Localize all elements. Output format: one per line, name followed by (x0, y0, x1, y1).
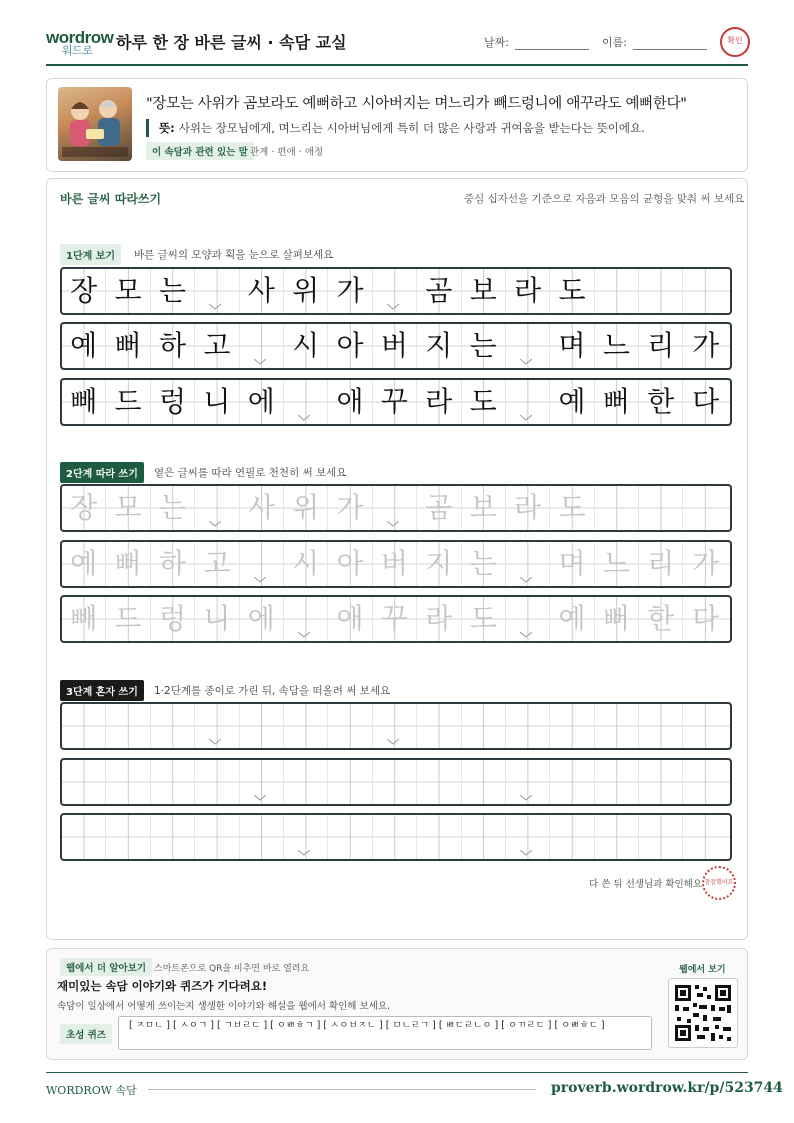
space-marker-icon (254, 795, 266, 801)
grid-cell[interactable] (106, 704, 150, 748)
grid-cell[interactable] (550, 760, 594, 804)
grid-cell (373, 380, 417, 424)
step1-desc: 바른 글씨의 모양과 획을 눈으로 살펴보세요 (134, 249, 334, 261)
grid-cell[interactable] (151, 542, 195, 586)
space-cell[interactable] (195, 704, 239, 748)
cell-char: 에 (247, 602, 275, 635)
grid-cell[interactable] (595, 760, 639, 804)
web-description: 속담이 일상에서 어떻게 쓰이는지 생생한 이야기와 해설을 웹에서 확인해 보세요. (57, 1001, 391, 1012)
space-marker-icon (520, 577, 532, 583)
quiz-label: 초성 퀴즈 (60, 1024, 112, 1044)
cell-char: 꾸 (380, 602, 408, 635)
space-cell (195, 269, 239, 313)
grid-cell[interactable] (417, 486, 461, 530)
cell-char: 는 (158, 274, 186, 307)
space-cell[interactable] (240, 542, 284, 586)
space-marker-icon (520, 359, 532, 365)
cell-char: 도 (469, 602, 497, 635)
space-marker-icon (209, 521, 221, 527)
cell-char: 장 (70, 491, 98, 524)
space-marker-icon (520, 415, 532, 421)
space-marker-icon (254, 577, 266, 583)
header-divider (46, 64, 748, 66)
cell-char: 사 (247, 491, 275, 524)
cell-char: 니 (203, 602, 231, 635)
grid-cell[interactable] (106, 760, 150, 804)
footer-url[interactable]: proverb.wordrow.kr/p/523744 (551, 1080, 783, 1096)
cell-char: 보 (469, 491, 497, 524)
space-marker-icon (254, 359, 266, 365)
grid-cell (417, 269, 461, 313)
cell-char: 꾸 (380, 385, 408, 418)
grid-cell[interactable] (639, 486, 683, 530)
cell-char: 가 (692, 547, 720, 580)
cell-char: 아 (336, 547, 364, 580)
cell-char: 드 (114, 602, 142, 635)
well-done-stamp-icon: 참잘했어요 (702, 866, 736, 900)
name-label: 이름: (602, 36, 627, 49)
cell-char: 하 (158, 547, 186, 580)
cell-char: 모 (114, 274, 142, 307)
space-marker-icon (298, 850, 310, 856)
cell-char: 뻐 (114, 547, 142, 580)
grid-cell[interactable] (462, 542, 506, 586)
grid-cell[interactable] (506, 704, 550, 748)
grid-cell[interactable] (373, 815, 417, 859)
cell-char: 뻐 (114, 329, 142, 362)
grid-cell (328, 324, 372, 368)
cell-char: 렁 (158, 602, 186, 635)
cell-char: 는 (469, 329, 497, 362)
grid-cell[interactable] (62, 704, 106, 748)
name-line (633, 39, 707, 50)
step3-desc: 1·2단계를 종이로 가린 뒤, 속담을 떠올려 써 보세요 (154, 685, 391, 697)
grid-cell[interactable] (595, 815, 639, 859)
space-cell (373, 269, 417, 313)
space-marker-icon (387, 304, 399, 310)
space-marker-icon (209, 304, 221, 310)
step2-row-2[interactable] (60, 540, 732, 588)
cell-char: 도 (558, 491, 586, 524)
grid-cell[interactable] (639, 597, 683, 641)
cell-char: 한 (647, 385, 675, 418)
step3-row-2[interactable] (60, 758, 732, 806)
grid-cell (240, 380, 284, 424)
cell-char: 애 (336, 385, 364, 418)
cell-char: 한 (647, 602, 675, 635)
grid-cell (550, 380, 594, 424)
grid-cell[interactable] (550, 597, 594, 641)
grid-cell (284, 324, 328, 368)
grid-cell[interactable] (373, 597, 417, 641)
cell-char: 렁 (158, 385, 186, 418)
chosung-quiz: [ ㅈㅁㄴ ] [ ㅅㅇㄱ ] [ ㄱㅂㄹㄷ ] [ ㅇㅃㅎㄱ ] [ ㅅㅇㅂㅈㄴ ] [ ㅁㄴㄹㄱ ] [ ㅃㄷㄹㄴㅇ ] [ ㅇㄲㄹㄷ ] [ ㅇㅃㅎㄷ ] (118, 1016, 652, 1050)
grid-cell[interactable] (683, 597, 727, 641)
grid-cell (328, 269, 372, 313)
cell-char: 예 (558, 602, 586, 635)
grid-cell (62, 380, 106, 424)
grid-cell (462, 380, 506, 424)
space-marker-icon (298, 632, 310, 638)
grid-cell[interactable] (106, 815, 150, 859)
space-cell[interactable] (506, 542, 550, 586)
cell-char: 리 (647, 329, 675, 362)
grid-cell[interactable] (683, 542, 727, 586)
grid-cell[interactable] (462, 704, 506, 748)
cell-char: 는 (469, 547, 497, 580)
grid-cell[interactable] (506, 486, 550, 530)
cell-char: 곰 (425, 491, 453, 524)
cell-char: 가 (336, 274, 364, 307)
grid-cell (683, 380, 727, 424)
grid-cell (595, 324, 639, 368)
grid-cell (417, 380, 461, 424)
cell-char: 며 (558, 547, 586, 580)
cell-char: 위 (292, 491, 320, 524)
step1-row-2 (60, 322, 732, 370)
related-words: 관계 · 편애 · 애정 (250, 147, 324, 158)
grid-cell (240, 269, 284, 313)
cell-char: 버 (380, 329, 408, 362)
grid-cell (106, 324, 150, 368)
space-cell[interactable] (506, 760, 550, 804)
proverb-illustration (58, 87, 132, 161)
grid-cell[interactable] (417, 542, 461, 586)
grid-cell[interactable] (595, 486, 639, 530)
cell-char: 도 (469, 385, 497, 418)
cell-char: 다 (692, 385, 720, 418)
grid-cell[interactable] (373, 542, 417, 586)
space-cell[interactable] (284, 597, 328, 641)
grid-cell[interactable] (683, 486, 727, 530)
teacher-check-text: 다 쓴 뒤 선생님과 확인해요 (589, 879, 703, 890)
space-cell[interactable] (195, 486, 239, 530)
grid-cell[interactable] (284, 760, 328, 804)
grid-cell[interactable] (550, 704, 594, 748)
date-field[interactable] (484, 34, 589, 50)
name-field[interactable] (602, 34, 707, 50)
grid-cell[interactable] (462, 597, 506, 641)
grid-cell[interactable] (462, 760, 506, 804)
meaning-text: 사위는 장모님에게, 며느리는 시아버님에게 특히 더 많은 사랑과 귀여움을 받는다는 뜻이에요. (178, 121, 645, 135)
grid-cell (62, 324, 106, 368)
grid-cell[interactable] (550, 815, 594, 859)
grid-cell[interactable] (284, 704, 328, 748)
cell-char: 하 (158, 329, 186, 362)
footer-brand: WORDROW 속담 (46, 1084, 137, 1097)
space-cell (284, 380, 328, 424)
grid-cell (595, 380, 639, 424)
space-marker-icon (387, 739, 399, 745)
cell-char: 느 (602, 547, 630, 580)
cell-char: 시 (292, 329, 320, 362)
grid-cell (639, 380, 683, 424)
cell-char: 라 (425, 602, 453, 635)
space-cell[interactable] (240, 760, 284, 804)
logo-sub: 워드로 (62, 45, 93, 57)
date-label: 날짜: (484, 36, 509, 49)
grid-cell[interactable] (106, 597, 150, 641)
web-tag: 웹에서 더 알아보기 (60, 958, 152, 976)
grid-cell[interactable] (683, 760, 727, 804)
page-title: 하루 한 장 바른 글씨 · 속담 교실 (116, 33, 347, 52)
space-marker-icon (387, 521, 399, 527)
cell-char: 지 (425, 329, 453, 362)
space-marker-icon (520, 850, 532, 856)
grid-cell (106, 380, 150, 424)
space-cell[interactable] (373, 704, 417, 748)
grid-cell (639, 269, 683, 313)
step2-badge: 2단계 따라 쓰기 (60, 462, 144, 483)
space-cell[interactable] (506, 815, 550, 859)
grid-cell (151, 380, 195, 424)
step2-desc: 옅은 글씨를 따라 연필로 천천히 써 보세요 (154, 467, 347, 479)
section-title: 바른 글씨 따라쓰기 (60, 192, 162, 206)
grid-cell[interactable] (195, 815, 239, 859)
grid-cell[interactable] (195, 760, 239, 804)
cell-char: 고 (203, 547, 231, 580)
cell-char: 니 (203, 385, 231, 418)
space-cell[interactable] (506, 597, 550, 641)
grid-cell[interactable] (462, 486, 506, 530)
cell-char: 지 (425, 547, 453, 580)
grid-cell[interactable] (328, 597, 372, 641)
cell-char: 사 (247, 274, 275, 307)
cell-char: 보 (469, 274, 497, 307)
grid-cell[interactable] (639, 542, 683, 586)
space-marker-icon (209, 739, 221, 745)
cell-char: 라 (514, 491, 542, 524)
cell-char: 라 (514, 274, 542, 307)
grid-cell[interactable] (595, 704, 639, 748)
cell-char: 가 (692, 329, 720, 362)
grid-cell (195, 324, 239, 368)
cell-char: 애 (336, 602, 364, 635)
qr-pattern (669, 979, 737, 1047)
web-headline: 재미있는 속담 이야기와 퀴즈가 기다려요! (57, 979, 268, 993)
step1-row-3 (60, 378, 732, 426)
cell-char: 뻐 (602, 385, 630, 418)
grid-cell[interactable] (417, 597, 461, 641)
grid-cell[interactable] (151, 486, 195, 530)
cell-char: 모 (114, 491, 142, 524)
proverb-meaning (146, 119, 645, 137)
cell-char: 에 (247, 385, 275, 418)
step2-row-3[interactable] (60, 595, 732, 643)
grid-cell[interactable] (683, 704, 727, 748)
step3-row-1[interactable] (60, 702, 732, 750)
cell-char: 장 (70, 274, 98, 307)
grid-cell (683, 324, 727, 368)
grid-cell (328, 380, 372, 424)
grid-cell[interactable] (151, 597, 195, 641)
cell-char: 드 (114, 385, 142, 418)
cell-char: 빼 (70, 385, 98, 418)
grid-cell[interactable] (462, 815, 506, 859)
grid-cell[interactable] (240, 597, 284, 641)
cell-char: 예 (558, 385, 586, 418)
cell-char: 시 (292, 547, 320, 580)
grid-cell[interactable] (62, 597, 106, 641)
space-marker-icon (298, 415, 310, 421)
grid-cell (195, 380, 239, 424)
cell-char: 도 (558, 274, 586, 307)
grid-cell[interactable] (639, 815, 683, 859)
meaning-label: 뜻: (159, 121, 175, 135)
grid-cell[interactable] (550, 486, 594, 530)
grid-cell (373, 324, 417, 368)
step2-row-1[interactable] (60, 484, 732, 532)
grid-cell (550, 324, 594, 368)
space-cell[interactable] (284, 815, 328, 859)
grid-cell (284, 269, 328, 313)
cell-char: 버 (380, 547, 408, 580)
cell-char: 예 (70, 329, 98, 362)
footer-rule (148, 1089, 536, 1090)
cell-char: 뻐 (602, 602, 630, 635)
grid-cell[interactable] (151, 704, 195, 748)
grid-cell[interactable] (195, 597, 239, 641)
grid-cell (417, 324, 461, 368)
grid-cell[interactable] (328, 486, 372, 530)
grid-cell (151, 324, 195, 368)
grid-cell[interactable] (550, 542, 594, 586)
grid-cell (62, 269, 106, 313)
space-marker-icon (520, 632, 532, 638)
cell-char: 예 (70, 547, 98, 580)
cell-char: 리 (647, 547, 675, 580)
qr-code-icon[interactable] (668, 978, 738, 1048)
grid-cell[interactable] (328, 704, 372, 748)
step1-badge: 1단계 보기 (60, 244, 121, 265)
grid-cell (683, 269, 727, 313)
cell-char: 곰 (425, 274, 453, 307)
grid-cell[interactable] (328, 542, 372, 586)
grid-cell[interactable] (373, 760, 417, 804)
qr-label: 웹에서 보기 (679, 965, 726, 975)
cell-char: 가 (336, 491, 364, 524)
space-cell (506, 324, 550, 368)
grid-cell[interactable] (240, 704, 284, 748)
grid-cell[interactable] (417, 704, 461, 748)
grid-cell[interactable] (417, 815, 461, 859)
step3-badge: 3단계 혼자 쓰기 (60, 680, 144, 701)
web-hint: 스마트폰으로 QR을 비추면 바로 열려요 (154, 964, 310, 974)
grid-cell[interactable] (151, 815, 195, 859)
logo-main: wordrow (46, 28, 114, 47)
footer-divider (46, 1072, 748, 1073)
cell-char: 위 (292, 274, 320, 307)
proverb-quote: "장모는 사위가 곰보라도 예뻐하고 시아버지는 며느리가 빼드렁니에 애꾸라도 예뻐한다" (146, 96, 687, 112)
grid-cell (151, 269, 195, 313)
step3-row-3[interactable] (60, 813, 732, 861)
related-words-tag: 이 속담과 관련 있는 말 (146, 142, 254, 160)
section-hint: 중심 십자선을 기준으로 자음과 모음의 균형을 맞춰 써 보세요 (464, 193, 745, 205)
grid-cell[interactable] (639, 704, 683, 748)
space-cell (506, 380, 550, 424)
grid-cell[interactable] (284, 542, 328, 586)
grid-cell[interactable] (62, 760, 106, 804)
grid-cell[interactable] (62, 815, 106, 859)
grid-cell[interactable] (240, 486, 284, 530)
space-marker-icon (520, 795, 532, 801)
grid-cell (595, 269, 639, 313)
cell-char: 다 (692, 602, 720, 635)
date-line (515, 39, 589, 50)
grid-cell[interactable] (106, 542, 150, 586)
grid-cell[interactable] (595, 542, 639, 586)
grid-cell[interactable] (240, 815, 284, 859)
grid-cell[interactable] (328, 760, 372, 804)
grid-cell (639, 324, 683, 368)
space-cell[interactable] (373, 486, 417, 530)
grid-cell[interactable] (683, 815, 727, 859)
wordrow-logo (46, 28, 113, 58)
grid-cell[interactable] (328, 815, 372, 859)
grid-cell[interactable] (151, 760, 195, 804)
grid-cell (462, 324, 506, 368)
check-stamp-icon: 확인 (720, 27, 750, 57)
grid-cell[interactable] (417, 760, 461, 804)
cell-char: 라 (425, 385, 453, 418)
grid-cell (506, 269, 550, 313)
grid-cell (550, 269, 594, 313)
step1-row-1 (60, 267, 732, 315)
cell-char: 며 (558, 329, 586, 362)
space-cell (240, 324, 284, 368)
grid-cell[interactable] (195, 542, 239, 586)
grid-cell[interactable] (595, 597, 639, 641)
grid-cell (106, 269, 150, 313)
grid-cell[interactable] (639, 760, 683, 804)
cell-char: 느 (602, 329, 630, 362)
grid-cell[interactable] (62, 486, 106, 530)
cell-char: 아 (336, 329, 364, 362)
grid-cell[interactable] (106, 486, 150, 530)
grid-cell (462, 269, 506, 313)
cell-char: 고 (203, 329, 231, 362)
grid-cell[interactable] (284, 486, 328, 530)
cell-char: 빼 (70, 602, 98, 635)
grid-cell[interactable] (62, 542, 106, 586)
cell-char: 는 (158, 491, 186, 524)
